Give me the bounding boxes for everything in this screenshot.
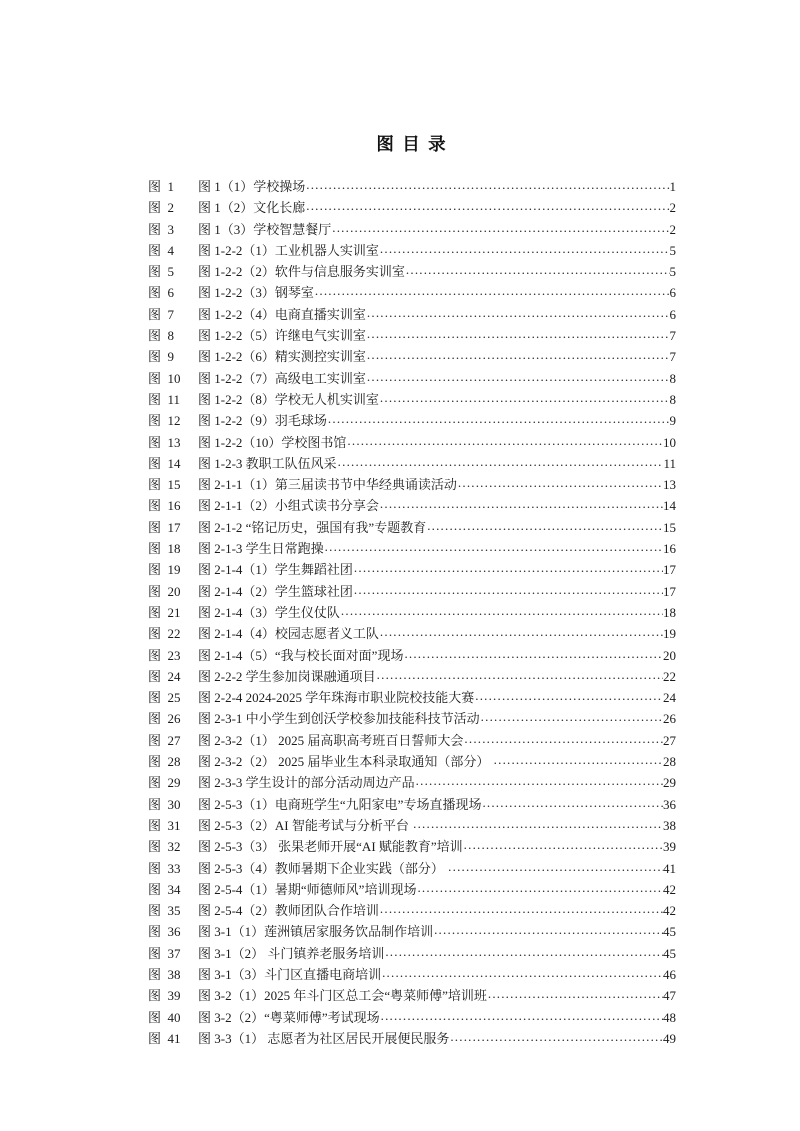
toc-entry (148, 304, 676, 325)
figure-caption: 图 2-1-4（2）学生篮球社团 (198, 583, 353, 599)
page-number: 9 (669, 413, 676, 429)
figure-caption: 图 3-2（2）“粤菜师傅”考试现场 (198, 1009, 380, 1025)
page-number: 11 (663, 455, 676, 471)
figure-caption: 图 2-5-3（1）电商班学生“九阳家电”专场直播现场 (198, 796, 482, 812)
figure-number: 图 12 (148, 413, 181, 429)
dot-leader (366, 304, 670, 325)
page-number: 2 (669, 221, 676, 237)
figure-number: 图 7 (148, 306, 175, 322)
toc-entry (148, 964, 676, 985)
dot-leader (384, 943, 663, 964)
page-number: 48 (663, 1009, 676, 1025)
page-number: 10 (663, 434, 676, 450)
toc-entry (148, 772, 676, 793)
figure-toc-list (148, 176, 676, 1049)
dot-leader (415, 772, 663, 793)
toc-entry (148, 538, 676, 559)
dot-leader (305, 176, 669, 197)
figure-caption: 图 3-2（1）2025 年斗门区总工会“粤菜师傅”培训班 (198, 988, 487, 1004)
toc-entry (148, 794, 676, 815)
dot-leader (405, 261, 670, 282)
page-number: 41 (663, 860, 676, 876)
page-number: 38 (663, 817, 676, 833)
dot-leader (366, 325, 670, 346)
figure-caption: 图 2-5-3（3） 张果老师开展“AI 赋能教育”培训 (198, 839, 463, 855)
figure-caption: 图 3-1（2） 斗门镇养老服务培训 (198, 945, 385, 961)
figure-number: 图 21 (148, 604, 181, 620)
dot-leader (487, 985, 663, 1006)
figure-number: 图 28 (148, 754, 181, 770)
figure-caption: 图 1（3）学校智慧餐厅 (198, 221, 332, 237)
toc-entry (148, 581, 676, 602)
toc-entry (148, 432, 676, 453)
page-number: 7 (669, 328, 676, 344)
toc-entry (148, 943, 676, 964)
figure-caption: 图 2-2-4 2024-2025 学年珠海市职业院校技能大赛 (198, 690, 475, 706)
figure-number: 图 40 (148, 1009, 181, 1025)
page-number: 17 (663, 583, 676, 599)
dot-leader (337, 453, 664, 474)
figure-number: 图 24 (148, 668, 181, 684)
page-number: 39 (663, 839, 676, 855)
figure-caption: 图 2-5-3（2）AI 智能考试与分析平台 (198, 817, 413, 833)
dot-leader (379, 900, 663, 921)
dot-leader (493, 751, 663, 772)
figure-number: 图 13 (148, 434, 181, 450)
figure-caption: 图 2-3-1 中小学生到创沃学校参加技能科技节活动 (198, 711, 480, 727)
figure-number: 图 31 (148, 817, 181, 833)
dot-leader (379, 389, 670, 410)
toc-entry (148, 368, 676, 389)
page-number: 1 (669, 179, 676, 194)
toc-entry (148, 815, 676, 836)
figure-number: 图 9 (148, 349, 175, 365)
figure-caption: 图 1-2-2（10）学校图书馆 (198, 434, 347, 450)
figure-caption: 图 3-1（1）莲洲镇居家服务饮品制作培训 (198, 924, 434, 940)
dot-leader (324, 538, 663, 559)
figure-caption: 图 1-2-2（1）工业机器人实训室 (198, 242, 379, 258)
toc-entry (148, 474, 676, 495)
figure-caption: 图 3-3（1） 志愿者为社区居民开展便民服务 (198, 1030, 450, 1046)
figure-caption: 图 2-1-3 学生日常跑操 (198, 541, 324, 557)
dot-leader (305, 197, 669, 218)
figure-caption: 图 1（2）文化长廊 (198, 200, 306, 216)
dot-leader (379, 240, 670, 261)
dot-leader (457, 474, 663, 495)
dot-leader (481, 794, 663, 815)
dot-leader (331, 219, 669, 240)
figure-number: 图 10 (148, 370, 181, 386)
toc-entry (148, 985, 676, 1006)
figure-caption: 图 1-2-2（5）许继电气实训室 (198, 328, 366, 344)
figure-number: 图 1 (148, 179, 175, 194)
figure-number: 图 35 (148, 903, 181, 919)
figure-number: 图 8 (148, 328, 175, 344)
figure-number: 图 6 (148, 285, 175, 301)
page-number: 8 (669, 370, 676, 386)
toc-entry (148, 176, 676, 197)
figure-caption: 图 1-2-3 教职工队伍风采 (198, 455, 337, 471)
page-number: 8 (669, 391, 676, 407)
page-number: 29 (663, 775, 676, 791)
toc-entry (148, 325, 676, 346)
figure-number: 图 18 (148, 541, 181, 557)
dot-leader (353, 581, 663, 602)
toc-entry (148, 623, 676, 644)
page-number: 45 (663, 945, 676, 961)
figure-caption: 图 3-1（3）斗门区直播电商培训 (198, 966, 382, 982)
dot-leader (463, 836, 663, 857)
figure-number: 图 16 (148, 498, 181, 514)
page-number: 24 (663, 690, 676, 706)
page-number: 2 (669, 200, 676, 216)
page-number: 42 (663, 903, 676, 919)
figure-caption: 图 1-2-2（3）钢琴室 (198, 285, 314, 301)
page-number: 17 (663, 562, 676, 578)
toc-entry (148, 389, 676, 410)
dot-leader (314, 282, 670, 303)
figure-number: 图 41 (148, 1030, 181, 1046)
dot-leader (449, 1028, 663, 1049)
toc-entry (148, 240, 676, 261)
toc-entry (148, 410, 676, 431)
dot-leader (379, 495, 663, 516)
toc-entry (148, 645, 676, 666)
figure-number: 图 29 (148, 775, 181, 791)
figure-number: 图 32 (148, 839, 181, 855)
toc-entry (148, 751, 676, 772)
dot-leader (433, 921, 663, 942)
toc-entry (148, 219, 676, 240)
dot-leader (376, 666, 663, 687)
figure-caption: 图 1-2-2（6）精实测控实训室 (198, 349, 366, 365)
toc-entry (148, 836, 676, 857)
page-number: 7 (669, 349, 676, 365)
figure-number: 图 36 (148, 924, 181, 940)
figure-caption: 图 2-1-1（2）小组式读书分享会 (198, 498, 379, 514)
dot-leader (447, 858, 663, 879)
toc-entry (148, 900, 676, 921)
dot-leader (366, 346, 670, 367)
figure-caption: 图 2-1-4（3）学生仪仗队 (198, 604, 340, 620)
figure-caption: 图 2-3-2（1） 2025 届高职高考班百日誓师大会 (198, 732, 464, 748)
figure-caption: 图 1-2-2（4）电商直播实训室 (198, 306, 366, 322)
figure-caption: 图 1-2-2（2）软件与信息服务实训室 (198, 264, 405, 280)
figure-number: 图 15 (148, 477, 181, 493)
dot-leader (381, 964, 663, 985)
page-number: 19 (663, 626, 676, 642)
dot-leader (340, 602, 663, 623)
figure-number: 图 20 (148, 583, 181, 599)
toc-entry (148, 858, 676, 879)
page-number: 20 (663, 647, 676, 663)
figure-caption: 图 2-1-4（5）“我与校长面对面”现场 (198, 647, 404, 663)
dot-leader (416, 879, 663, 900)
dot-leader (353, 559, 663, 580)
page-number: 6 (669, 306, 676, 322)
page-number: 18 (663, 604, 676, 620)
figure-number: 图 39 (148, 988, 181, 1004)
toc-entry (148, 879, 676, 900)
dot-leader (463, 730, 663, 751)
figure-caption: 图 1（1）学校操场 (198, 179, 306, 194)
figure-caption: 图 2-3-3 学生设计的部分活动周边产品 (198, 775, 415, 791)
page-number: 13 (663, 477, 676, 493)
toc-entry (148, 559, 676, 580)
figure-caption: 图 2-5-4（2）教师团队合作培训 (198, 903, 379, 919)
figure-number: 图 19 (148, 562, 181, 578)
figure-number: 图 30 (148, 796, 181, 812)
dot-leader (327, 410, 670, 431)
figure-caption: 图 2-5-4（1）暑期“师德师风”培训现场 (198, 881, 417, 897)
figure-number: 图 11 (148, 391, 181, 407)
figure-number: 图 22 (148, 626, 181, 642)
figure-number: 图 3 (148, 221, 175, 237)
figure-caption: 图 1-2-2（8）学校无人机实训室 (198, 391, 379, 407)
toc-entry (148, 921, 676, 942)
dot-leader (426, 517, 663, 538)
figure-caption: 图 2-1-1（1）第三届读书节中华经典诵读活动 (198, 477, 457, 493)
toc-entry (148, 687, 676, 708)
toc-entry (148, 517, 676, 538)
figure-caption: 图 2-2-2 学生参加岗课融通项目 (198, 668, 376, 684)
page-number: 6 (669, 285, 676, 301)
toc-entry (148, 453, 676, 474)
page-number: 45 (663, 924, 676, 940)
toc-entry (148, 495, 676, 516)
page-number: 14 (663, 498, 676, 514)
page-number: 15 (663, 519, 676, 535)
toc-entry (148, 261, 676, 282)
figure-number: 图 14 (148, 455, 181, 471)
figure-number: 图 26 (148, 711, 181, 727)
page-number: 16 (663, 541, 676, 557)
figure-number: 图 23 (148, 647, 181, 663)
figure-caption: 图 2-1-4（4）校园志愿者义工队 (198, 626, 379, 642)
figure-number: 图 33 (148, 860, 181, 876)
figure-caption: 图 1-2-2（7）高级电工实训室 (198, 370, 366, 386)
page-number: 27 (663, 732, 676, 748)
page-number: 49 (663, 1030, 676, 1046)
toc-entry (148, 730, 676, 751)
page-number: 5 (669, 242, 676, 258)
figure-caption: 图 2-3-2（2） 2025 届毕业生本科录取通知（部分） (198, 754, 493, 770)
toc-entry (148, 1007, 676, 1028)
figure-number: 图 34 (148, 881, 181, 897)
dot-leader (412, 815, 663, 836)
figure-number: 图 5 (148, 264, 175, 280)
page-number: 22 (663, 668, 676, 684)
toc-entry (148, 708, 676, 729)
page-number: 47 (663, 988, 676, 1004)
figure-caption: 图 2-1-4（1）学生舞蹈社团 (198, 562, 353, 578)
page-number: 26 (663, 711, 676, 727)
figure-number: 图 25 (148, 690, 181, 706)
page-title: 图 目 录 (376, 134, 448, 154)
figure-caption: 图 2-1-2 “铭记历史，强国有我”专题教育 (198, 519, 427, 535)
figure-number: 图 2 (148, 200, 175, 216)
page-number: 5 (669, 264, 676, 280)
dot-leader (380, 1007, 663, 1028)
dot-leader (379, 623, 663, 644)
page-number: 46 (663, 966, 676, 982)
dot-leader (474, 687, 663, 708)
page-number: 36 (663, 796, 676, 812)
figure-number: 图 4 (148, 242, 175, 258)
figure-caption: 图 1-2-2（9）羽毛球场 (198, 413, 327, 429)
dot-leader (366, 368, 670, 389)
figure-number: 图 27 (148, 732, 181, 748)
toc-entry (148, 197, 676, 218)
page-number: 42 (663, 881, 676, 897)
toc-entry (148, 1028, 676, 1049)
toc-entry (148, 666, 676, 687)
figure-number: 图 17 (148, 519, 181, 535)
toc-entry (148, 602, 676, 623)
page-number: 28 (663, 754, 676, 770)
figure-number: 图 38 (148, 966, 181, 982)
figure-number: 图 37 (148, 945, 181, 961)
dot-leader (480, 708, 663, 729)
toc-entry (148, 282, 676, 303)
toc-entry (148, 346, 676, 367)
dot-leader (403, 645, 663, 666)
figure-caption: 图 2-5-3（4）教师暑期下企业实践（部分） (198, 860, 448, 876)
dot-leader (346, 432, 663, 453)
